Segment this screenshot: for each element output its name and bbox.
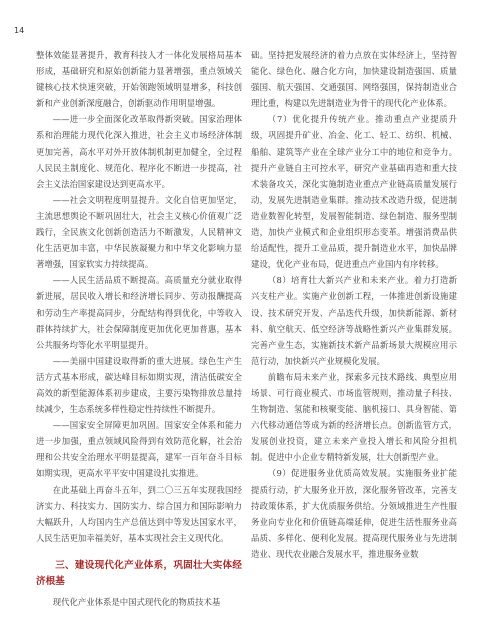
paragraph: 现代化产业体系是中国式现代化的物质技术基: [52, 596, 221, 607]
paragraph: 础。坚持把发展经济的着力点放在实体经济上，坚持智能化、绿色化、融合化方向，加快建设制造强国、质量强国、航天强国、交通强国、网络强国，保持制造业合理比重，构建以先进制造业为骨干的现代化产业体系。: [251, 50, 457, 109]
paragraph: ——美丽中国建设取得新的重大进展。绿色生产生活方式基本形成，碳达峰目标如期实现，清洁低碳安全高效的新型能源体系初步建成，主要污染物排放总量持续减少，生态系统多样性稳定性持续性不断提升。: [36, 355, 242, 415]
paragraph: ——社会文明程度明显提升。文化自信更加坚定，主流思想舆论不断巩固壮大，社会主义核心价值观广泛践行，全民族文化创新创造活力不断激发，人民精神文化生活更加丰富，中华民族凝聚力和中华文化影响力显著增强，国家软实力持续提高。: [36, 194, 242, 270]
paragraph: （9）促进服务业优质高效发展。实施服务业扩能提质行动，扩大服务业开放，深化服务管改革，完善支持政策体系，扩大优质服务供给。分领域推进生产性服务业向专业化和价值链高端延伸，促进生活性服务业高品质、多样化、便利化发展。提高现代服务业与先进制造业、现代农业融合发展水平，推进服务业数: [251, 468, 457, 559]
page-number: 14: [14, 26, 25, 35]
paragraph: 前瞻布局未来产业，探索多元技术路线、典型应用场景、可行商业模式、市场监管规则，推动量子科技、生物制造、氢能和核聚变能、脑机接口、具身智能、第六代移动通信等成为新的经济增长点。创新监管方式，发展创业投资，建立未来产业投入增长和风险分担机制。促进中小企业专精特新发展，壮大创新型产业。: [251, 371, 457, 463]
paragraph: ——人民生活品质不断提高。高质量充分就业取得新进展，居民收入增长和经济增长同步、劳动报酬提高和劳动生产率提高同步，分配结构得到优化，中等收入群体持续扩大，社会保障制度更加优化更加普惠，基本公共服务均等化水平明显提升。: [36, 275, 242, 350]
paragraph: 在此基础上再奋斗五年，到二〇三五年实现我国经济实力、科技实力、国防实力、综合国力和国际影响力大幅跃升，人均国内生产总值达到中等发达国家水平，人民生活更加幸福美好，基本实现社会主义现代化。: [36, 484, 242, 543]
paragraph: （8）培育壮大新兴产业和未来产业。着力打造新兴支柱产业。实施产业创新工程，一体推进创新设施建设、技术研究开发、产品迭代升级，加快新能源、新材料、航空航天、低空经济等战略性新兴产业集群发展。完善产业生态，实施新技术新产品新场景大规模应用示范行动，加快新兴产业规模化发展。: [251, 275, 457, 366]
paragraph: 整体效能显著提升，教育科技人才一体化发展格局基本形成，基础研究和原始创新能力显著增强，重点领域关键核心技术快速突破，开始领跑领域明显增多，科技创新和产业创新深度融合，创新驱动作用明显增强。: [36, 50, 242, 109]
right-column: [251, 47, 457, 562]
paragraph: ——进一步全面深化改革取得新突破。国家治理体系和治理能力现代化深入推进，社会主义市场经济体制更加完善，高水平对外开放体制机制更加健全，全过程人民民主制度化、规范化、程序化不断进一步提高，社会主义法治国家建设达到更高水平。: [36, 114, 242, 189]
section-heading: 三、建设现代化产业体系，巩固壮大实体经济根基: [36, 559, 242, 587]
paragraph: ——国家安全屏障更加巩固。国家安全体系和能力进一步加强，重点领域风险得到有效防范化解，社会治理和公共安全治理水平明显提高，建军一百年奋斗目标如期实现，更高水平平安中国建设扎实推进。: [36, 420, 242, 479]
paragraph: （7）优化提升传统产业。推动重点产业提质升级，巩固提升矿业、冶金、化工、轻工、纺织、机械、船舶、建筑等产业在全球产业分工中的地位和竞争力。提升产业链自主可控水平，研究产业基础再造和重大技术装备攻关，深化实施制造业重点产业链高质量发展行动，发展先进制造业集群。推动技术改造升级，促进制造业数智化转型，发展智能制造、绿色制造、服务型制造，加快产业模式和企业组织形态变革。增强消费品供给适配性，提升工业品质，提升制造业水平，加快品牌建设，优化产业布局，促进重点产业国内有序转移。: [251, 114, 457, 270]
left-column: [36, 47, 242, 610]
